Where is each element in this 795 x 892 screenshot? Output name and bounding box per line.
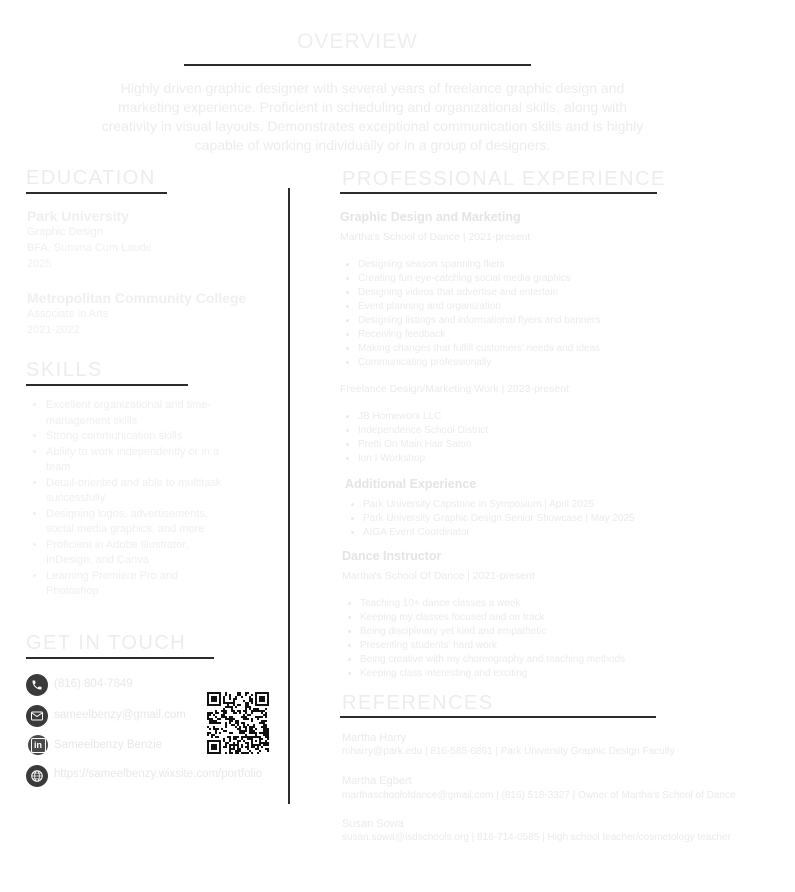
column-divider [288, 188, 290, 804]
education-list [27, 206, 282, 338]
experience-rule [340, 192, 657, 194]
reference-detail: marthaschoolofdance@gmail.com | (816) 518-3327 | Owner of Martha's School of Dance [342, 790, 736, 801]
job-bullet: • Presenting students' hard work [360, 639, 680, 653]
job-title: Additional Experience [345, 477, 477, 491]
job-bullet: • Keeping my classes focused and on track [360, 611, 680, 625]
skills-title: SKILLS [26, 359, 103, 381]
experience-title: PROFESSIONAL EXPERIENCE [342, 168, 666, 190]
skill-item: • Ability to work independently or in a team [46, 445, 226, 476]
reference-name: Martha Egbert [342, 775, 412, 787]
job-bullet: • Communicating professionally [358, 356, 658, 370]
school-line: 2025 [27, 258, 52, 270]
skill-item: • Learning Premiere Pro and Photoshop [46, 569, 226, 600]
job-meta: Martha's School Of Dance | 2021-present [342, 570, 535, 582]
job-bullets [345, 498, 693, 540]
school-name: Metropolitan Community College [27, 290, 247, 306]
overview-rule [184, 64, 531, 66]
school-block [27, 208, 282, 272]
skill-item: • Proficient in Adobe Illustrator, InDesign, and Canva [46, 538, 226, 569]
school-block [27, 290, 282, 338]
education-title: EDUCATION [26, 167, 156, 189]
job-meta: Martha's School of Dance | 2021-present [340, 231, 531, 243]
job-bullet: • Event planning and organization [358, 300, 658, 314]
job-meta: Freelance Design/Marketing Work | 2023-present [340, 383, 569, 395]
skills-list [28, 398, 226, 600]
job-bullet: • Designing season spanning fliers [358, 258, 658, 272]
job-bullet: • AIGA Event Coordinator [363, 526, 693, 540]
job-bullet: • Independence School District [358, 424, 658, 438]
job-title: Dance Instructor [342, 549, 442, 563]
reference-name: Martha Harry [342, 732, 407, 744]
job-bullets [340, 410, 658, 466]
job-bullet: • Pretti On Main Hair Salon [358, 438, 658, 452]
contact-rule [26, 657, 214, 659]
overview-text: Highly driven graphic designer with several years of freelance graphic design and marketing experience. Proficient in scheduling and organizational skills, along with creativity in visual layouts. Demonstrates exceptional communication skills and is highly capable of working individually or in a group of designers. [101, 80, 644, 153]
job-bullet: • JB Homeworx LLC [358, 410, 658, 424]
skill-item: • Strong communication skills [46, 429, 226, 445]
job-bullet: • Receiving feedback [358, 328, 658, 342]
job-bullets [342, 597, 680, 681]
reference-name: Susan Sowa [342, 818, 404, 830]
contact-title: GET IN TOUCH [26, 632, 187, 654]
education-rule [26, 192, 167, 194]
job-bullet: • Teaching 10+ dance classes a week [360, 597, 680, 611]
phone-icon [26, 674, 48, 696]
job-bullet: • Park University Graphic Design Senior Showcase | May 2025 [363, 512, 693, 526]
email-link[interactable]: sameelbenzy@gmail.com [54, 709, 186, 721]
job-bullet: • Ion I Workshop [358, 452, 658, 466]
job-bullet: • Being creative with my choreography and teaching methods [360, 653, 680, 667]
job-bullet: • Designing listings and informational flyers and banners [358, 314, 658, 328]
overview-title: OVERVIEW [297, 30, 418, 53]
skill-item: • Designing logos, advertisements, social media graphics, and more [46, 507, 226, 538]
school-name: Park University [27, 208, 129, 224]
globe-icon [26, 765, 48, 787]
website-link[interactable]: https://sameelbenzy.wixsite.com/portfolio [54, 768, 263, 780]
references-title: REFERENCES [342, 692, 494, 714]
skills-rule [26, 384, 188, 386]
job-bullet: • Creating fun eye-catching social media graphics [358, 272, 658, 286]
school-line: Associate in Arts [27, 308, 109, 320]
linkedin-icon: in [28, 735, 48, 755]
references-rule [340, 716, 656, 718]
school-line: BFA, Summa Cum Laude [27, 242, 152, 254]
job-bullet: • Designing videos that advertise and entertain [358, 286, 658, 300]
job-bullet: • Being disciplinary yet kind and empathetic [360, 625, 680, 639]
reference-detail: mharry@park.edu | 816-585-6861 | Park University Graphic Design Faculty [342, 746, 675, 757]
reference-detail: susan.sowa@isdschools.org | 816-714-0585 | High school teacher/cosmetology teacher [342, 832, 731, 843]
job-bullet: • Park University Capstone in Symposium | April 2025 [363, 498, 693, 512]
job-bullet: • Keeping class interesting and exciting [360, 667, 680, 681]
skill-item: • Excellent organizational and time-management skills [46, 398, 226, 429]
job-bullets [340, 258, 658, 370]
job-bullet: • Making changes that fulfill customers' needs and ideas [358, 342, 658, 356]
school-line: Graphic Design [27, 226, 103, 238]
school-line: 2021-2022 [27, 324, 80, 336]
linkedin-link[interactable]: Sameelbenzy Benzie [54, 739, 163, 751]
qr-code [207, 692, 269, 754]
email-icon [26, 705, 48, 727]
skill-item: • Detail-oriented and able to multitask successfully [46, 476, 226, 507]
phone-text[interactable]: (816) 804-7849 [54, 678, 133, 690]
job-title: Graphic Design and Marketing [340, 210, 521, 224]
